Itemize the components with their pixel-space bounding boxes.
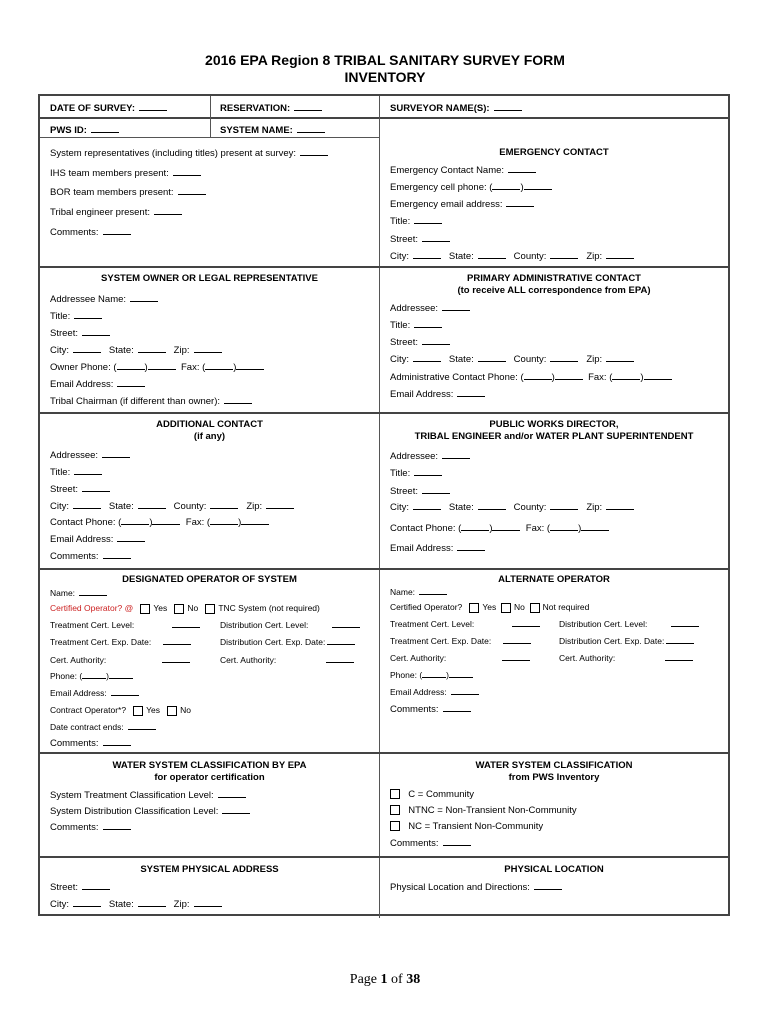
- alternate-certified-row: Certified Operator? Yes No Not required: [390, 602, 590, 612]
- additional-subheading: (if any): [193, 431, 226, 442]
- primary-admin-subheading: (to receive ALL correspondence from EPA): [457, 285, 651, 296]
- alternate-heading: ALTERNATE OPERATOR: [498, 574, 610, 585]
- designated-phone-field[interactable]: Phone: ( ): [50, 670, 133, 682]
- epa-class-subheading: for operator certification: [154, 772, 265, 783]
- ihs-field[interactable]: IHS team members present:: [50, 167, 201, 180]
- pw-street-field[interactable]: Street:: [390, 485, 450, 498]
- additional-addressee-field[interactable]: Addressee:: [50, 449, 130, 462]
- owner-email-field[interactable]: Email Address:: [50, 378, 145, 391]
- treatment-class-field[interactable]: System Treatment Classification Level:: [50, 789, 246, 802]
- pw-addressee-field[interactable]: Addressee:: [390, 450, 470, 463]
- additional-street-field[interactable]: Street:: [50, 483, 110, 496]
- form-subtitle: INVENTORY: [344, 69, 426, 85]
- pws-class-heading: WATER SYSTEM CLASSIFICATION: [475, 760, 633, 771]
- designated-treat-level-field[interactable]: Treatment Cert. Level:: [50, 619, 200, 631]
- pws-class-comments-field[interactable]: Comments:: [390, 837, 471, 850]
- emergency-city-row[interactable]: City: State: County: Zip:: [390, 250, 634, 263]
- alternate-phone-field[interactable]: Phone: ( ): [390, 669, 473, 681]
- designated-dist-exp-field[interactable]: Distribution Cert. Exp. Date:: [220, 636, 355, 648]
- system-reps-field[interactable]: System representatives (including titles) present at survey:: [50, 147, 328, 160]
- emergency-street-field[interactable]: Street:: [390, 233, 450, 246]
- admin-title-field[interactable]: Title:: [390, 319, 442, 332]
- pws-class-subheading: from PWS Inventory: [508, 772, 600, 783]
- page-number: Page 1 of 38: [349, 972, 421, 987]
- certified-yes-checkbox[interactable]: [140, 604, 150, 614]
- owner-phone-row[interactable]: Owner Phone: ( ) Fax: ( ): [50, 361, 264, 374]
- system-name-field[interactable]: SYSTEM NAME:: [220, 124, 325, 137]
- owner-heading: SYSTEM OWNER OR LEGAL REPRESENTATIVE: [101, 273, 318, 284]
- certified-no-checkbox[interactable]: [174, 604, 184, 614]
- public-works-subheading: TRIBAL ENGINEER and/or WATER PLANT SUPERINTENDENT: [414, 431, 694, 442]
- emergency-heading: EMERGENCY CONTACT: [499, 147, 609, 158]
- distribution-class-field[interactable]: System Distribution Classification Level:: [50, 805, 250, 818]
- pw-city-row[interactable]: City: State: County: Zip:: [390, 501, 634, 514]
- surveyor-names-field[interactable]: SURVEYOR NAME(S):: [390, 102, 522, 115]
- community-option[interactable]: C = Community: [390, 789, 474, 801]
- designated-treat-exp-field[interactable]: Treatment Cert. Exp. Date:: [50, 636, 191, 648]
- admin-addressee-field[interactable]: Addressee:: [390, 302, 470, 315]
- alternate-treat-level-field[interactable]: Treatment Cert. Level:: [390, 618, 540, 630]
- contract-no-checkbox[interactable]: [167, 706, 177, 716]
- physical-city-row[interactable]: City: State: Zip:: [50, 898, 222, 911]
- alt-certified-yes-checkbox[interactable]: [469, 603, 479, 613]
- designated-dist-level-field[interactable]: Distribution Cert. Level:: [220, 619, 360, 631]
- designated-email-field[interactable]: Email Address:: [50, 687, 139, 699]
- epa-class-heading: WATER SYSTEM CLASSIFICATION BY EPA: [112, 760, 307, 771]
- admin-phone-row[interactable]: Administrative Contact Phone: ( ) Fax: ( ): [390, 371, 672, 384]
- physical-directions-field[interactable]: Physical Location and Directions:: [390, 881, 562, 894]
- nc-checkbox[interactable]: [390, 821, 400, 831]
- alternate-dist-exp-field[interactable]: Distribution Cert. Exp. Date:: [559, 635, 694, 647]
- additional-email-field[interactable]: Email Address:: [50, 533, 145, 546]
- contract-ends-field[interactable]: Date contract ends:: [50, 721, 156, 733]
- ntnc-option[interactable]: NTNC = Non-Transient Non-Community: [390, 805, 577, 817]
- physical-address-heading: SYSTEM PHYSICAL ADDRESS: [140, 864, 279, 875]
- alternate-name-field[interactable]: Name:: [390, 586, 447, 598]
- alternate-treat-exp-field[interactable]: Treatment Cert. Exp. Date:: [390, 635, 531, 647]
- reps-comments-field[interactable]: Comments:: [50, 226, 131, 239]
- alternate-authority1-field[interactable]: Cert. Authority:: [390, 652, 530, 664]
- additional-heading: ADDITIONAL CONTACT: [156, 419, 263, 430]
- alternate-dist-level-field[interactable]: Distribution Cert. Level:: [559, 618, 699, 630]
- survey-form: [38, 94, 730, 916]
- additional-city-row[interactable]: City: State: County: Zip:: [50, 500, 294, 513]
- contract-yes-checkbox[interactable]: [133, 706, 143, 716]
- nc-option[interactable]: NC = Transient Non-Community: [390, 821, 543, 833]
- emergency-name-field[interactable]: Emergency Contact Name:: [390, 164, 536, 177]
- designated-authority2-field[interactable]: Cert. Authority:: [220, 654, 354, 666]
- alternate-comments-field[interactable]: Comments:: [390, 703, 471, 716]
- designated-name-field[interactable]: Name:: [50, 587, 107, 599]
- tnc-checkbox[interactable]: [205, 604, 215, 614]
- physical-location-heading: PHYSICAL LOCATION: [504, 864, 604, 875]
- admin-city-row[interactable]: City: State: County: Zip:: [390, 353, 634, 366]
- tribal-engineer-field[interactable]: Tribal engineer present:: [50, 206, 182, 219]
- alt-certified-no-checkbox[interactable]: [501, 603, 511, 613]
- alternate-authority2-field[interactable]: Cert. Authority:: [559, 652, 693, 664]
- emergency-email-field[interactable]: Emergency email address:: [390, 198, 534, 211]
- ntnc-checkbox[interactable]: [390, 805, 400, 815]
- community-checkbox[interactable]: [390, 789, 400, 799]
- chairman-field[interactable]: Tribal Chairman (if different than owner):: [50, 395, 252, 408]
- physical-street-field[interactable]: Street:: [50, 881, 110, 894]
- pw-title-field[interactable]: Title:: [390, 467, 442, 480]
- owner-title-field[interactable]: Title:: [50, 310, 102, 323]
- owner-city-row[interactable]: City: State: Zip:: [50, 344, 222, 357]
- additional-title-field[interactable]: Title:: [50, 466, 102, 479]
- designated-authority1-field[interactable]: Cert. Authority:: [50, 654, 190, 666]
- pw-phone-row[interactable]: Contact Phone: ( ) Fax: ( ): [390, 522, 609, 535]
- emergency-title-field[interactable]: Title:: [390, 215, 442, 228]
- admin-street-field[interactable]: Street:: [390, 336, 450, 349]
- designated-comments-field[interactable]: Comments:: [50, 737, 131, 750]
- alt-not-required-checkbox[interactable]: [530, 603, 540, 613]
- epa-class-comments-field[interactable]: Comments:: [50, 821, 131, 834]
- alternate-email-field[interactable]: Email Address:: [390, 686, 479, 698]
- emergency-cell-field[interactable]: Emergency cell phone: ( ): [390, 181, 552, 194]
- additional-comments-field[interactable]: Comments:: [50, 550, 131, 563]
- contract-operator-row: Contract Operator*? Yes No: [50, 705, 192, 715]
- date-of-survey-field[interactable]: DATE OF SURVEY:: [50, 102, 167, 115]
- pws-id-field[interactable]: PWS ID:: [50, 124, 119, 137]
- admin-email-field[interactable]: Email Address:: [390, 388, 485, 401]
- pw-email-field[interactable]: Email Address:: [390, 542, 485, 555]
- designated-certified-row: Certified Operator? @ Yes No TNC System (not required): [50, 603, 320, 613]
- reservation-field[interactable]: RESERVATION:: [220, 102, 322, 115]
- owner-street-field[interactable]: Street:: [50, 327, 110, 340]
- bor-field[interactable]: BOR team members present:: [50, 186, 206, 199]
- additional-phone-row[interactable]: Contact Phone: ( ) Fax: ( ): [50, 516, 269, 529]
- primary-admin-heading: PRIMARY ADMINISTRATIVE CONTACT: [467, 273, 641, 284]
- designated-heading: DESIGNATED OPERATOR OF SYSTEM: [122, 574, 297, 585]
- public-works-heading: PUBLIC WORKS DIRECTOR,: [489, 419, 619, 430]
- form-title: 2016 EPA Region 8 TRIBAL SANITARY SURVEY FORM: [205, 52, 565, 68]
- owner-addressee-field[interactable]: Addressee Name:: [50, 293, 158, 306]
